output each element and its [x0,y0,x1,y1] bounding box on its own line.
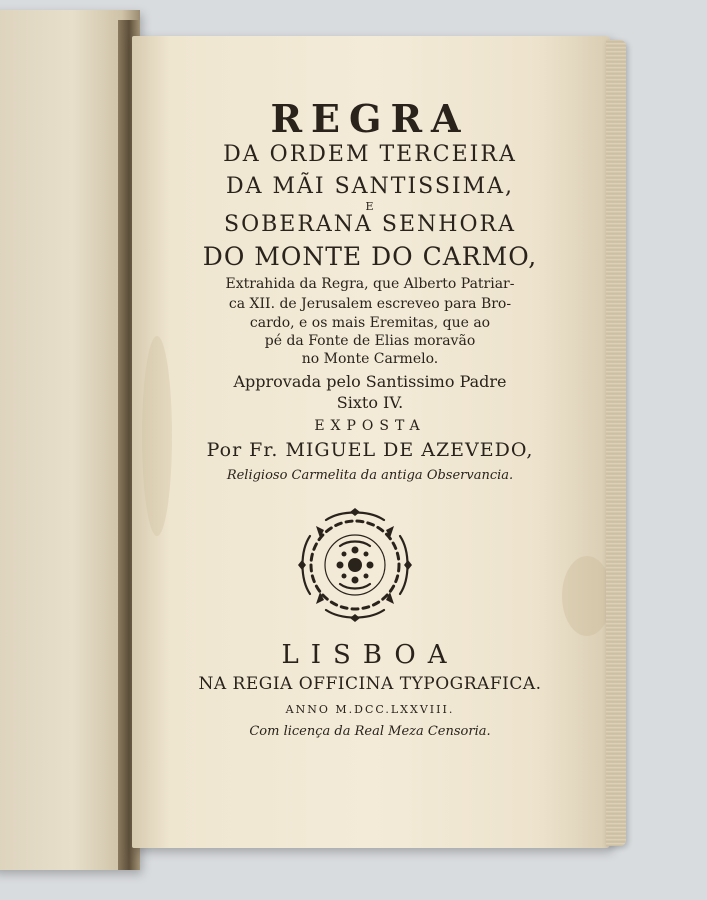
floral-wreath-ornament-icon [296,506,414,624]
title-soberana-senhora: SOBERANA SENHORA [224,212,516,237]
description-line-2: ca XII. de Jerusalem escreveo para Bro- [228,296,512,312]
title-mai-santissima: DA MÃI SANTISSIMA, [225,174,515,199]
approval-line-2: Sixto IV. [336,393,404,412]
description-line-5: no Monte Carmelo. [301,351,439,367]
imprint-license: Com licença da Real Meza Censoria. [249,724,491,739]
description-line-4: pé da Fonte de Elias moravão [264,333,476,349]
description-line-3: cardo, e os mais Eremitas, que ao [249,315,491,331]
author-role: Religioso Carmelita da antiga Observancia. [226,468,514,483]
author-name: Por Fr. MIGUEL DE AZEVEDO, [206,439,534,461]
title-conjunction: E [365,200,375,213]
title-ordem-terceira: DA ORDEM TERCEIRA [223,142,517,167]
title-monte-do-carmo: DO MONTE DO CARMO, [202,242,538,271]
title-regra: REGRA [270,96,470,141]
imprint-city: LISBOA [281,640,459,670]
imprint-year: ANNO M.DCC.LXXVIII. [285,703,455,716]
page-edges [606,40,626,846]
approval-line-1: Approvada pelo Santissimo Padre [233,372,507,391]
imprint-printer: NA REGIA OFFICINA TYPOGRAFICA. [198,674,542,694]
exposta-label: EXPOSTA [314,418,426,434]
description-line-1: Extrahida da Regra, que Alberto Patriar- [225,276,515,292]
